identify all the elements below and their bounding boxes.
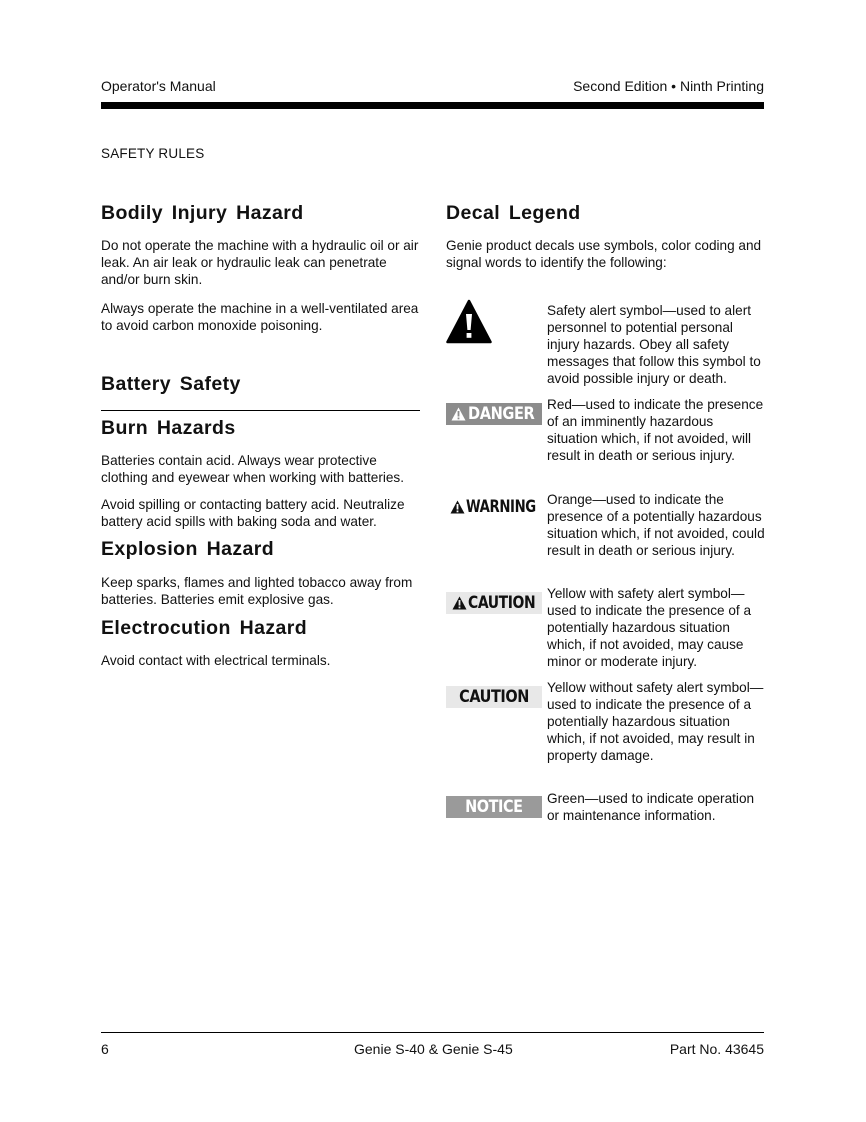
notice-label: NOTICE xyxy=(465,797,523,817)
caution-alert-label: CAUTION xyxy=(467,593,536,613)
notice-decal xyxy=(446,796,542,818)
footer-page-number: 6 xyxy=(101,1041,109,1057)
decal-description-caution-alert: Yellow with safety alert symbol—used to indicate the presence of a potentially hazardous situation which, if not avoided, may cause minor or moderate injury. xyxy=(547,586,752,669)
danger-label: DANGER xyxy=(468,404,535,424)
section-label: SAFETY RULES xyxy=(101,146,205,161)
alert-triangle-icon xyxy=(452,596,467,610)
danger-decal xyxy=(446,403,542,425)
decal-legend-heading: Decal Legend xyxy=(446,202,581,224)
bodily-injury-p1: Do not operate the machine with a hydraulic oil or air leak. An air leak or hydraulic leak can penetrate and/or burn skin. xyxy=(101,238,419,287)
caution-label: CAUTION xyxy=(459,687,529,707)
bodily-injury-p2: Always operate the machine in a well-ventilated area to avoid carbon monoxide poisoning. xyxy=(101,301,419,333)
caution-decal xyxy=(446,686,542,708)
header-edition: Second Edition • Ninth Printing xyxy=(573,78,764,94)
footer-rule xyxy=(101,1032,764,1033)
decal-description-safety-alert: Safety alert symbol—used to alert personnel to potential personal injury hazards. Obey all safety messages that follow this symbol to avoid possible injury or death. xyxy=(547,303,761,386)
header-manual-title: Operator's Manual xyxy=(101,78,216,94)
burn-hazards-p1: Batteries contain acid. Always wear protective clothing and eyewear when working with batteries. xyxy=(101,453,405,485)
explosion-hazard-p1: Keep sparks, flames and lighted tobacco away from batteries. Batteries emit explosive gas. xyxy=(101,575,413,607)
alert-triangle-icon xyxy=(450,500,465,514)
battery-safety-rule xyxy=(101,410,420,411)
decal-description-danger: Red—used to indicate the presence of an imminently hazardous situation which, if not avoided, will result in death or serious injury. xyxy=(547,397,764,463)
decal-description-warning: Orange—used to indicate the presence of a potentially hazardous situation which, if not avoided, could result in death or serious injury. xyxy=(547,492,765,558)
footer-model: Genie S-40 & Genie S-45 xyxy=(354,1041,513,1057)
decal-legend-intro: Genie product decals use symbols, color coding and signal words to identify the following: xyxy=(446,238,762,270)
warning-label: WARNING xyxy=(466,497,537,517)
explosion-hazard-heading: Explosion Hazard xyxy=(101,538,275,560)
battery-safety-heading: Battery Safety xyxy=(101,373,241,395)
caution-alert-decal xyxy=(446,592,542,614)
alert-triangle-icon xyxy=(451,407,466,421)
safety-alert-icon xyxy=(446,299,492,345)
warning-decal xyxy=(446,496,542,518)
burn-hazards-p2: Avoid spilling or contacting battery acid. Neutralize battery acid spills with baking soda and water. xyxy=(101,497,405,529)
burn-hazards-heading: Burn Hazards xyxy=(101,417,236,439)
header-rule xyxy=(101,102,764,109)
electrocution-hazard-p1: Avoid contact with electrical terminals. xyxy=(101,653,331,668)
bodily-injury-heading: Bodily Injury Hazard xyxy=(101,202,304,224)
decal-description-caution: Yellow without safety alert symbol—used to indicate the presence of a potentially hazardous situation which, if not avoided, may result in property damage. xyxy=(547,680,764,763)
electrocution-hazard-heading: Electrocution Hazard xyxy=(101,617,308,639)
footer-part-number: Part No. 43645 xyxy=(669,1041,764,1057)
decal-description-notice: Green—used to indicate operation or maintenance information. xyxy=(547,791,755,823)
